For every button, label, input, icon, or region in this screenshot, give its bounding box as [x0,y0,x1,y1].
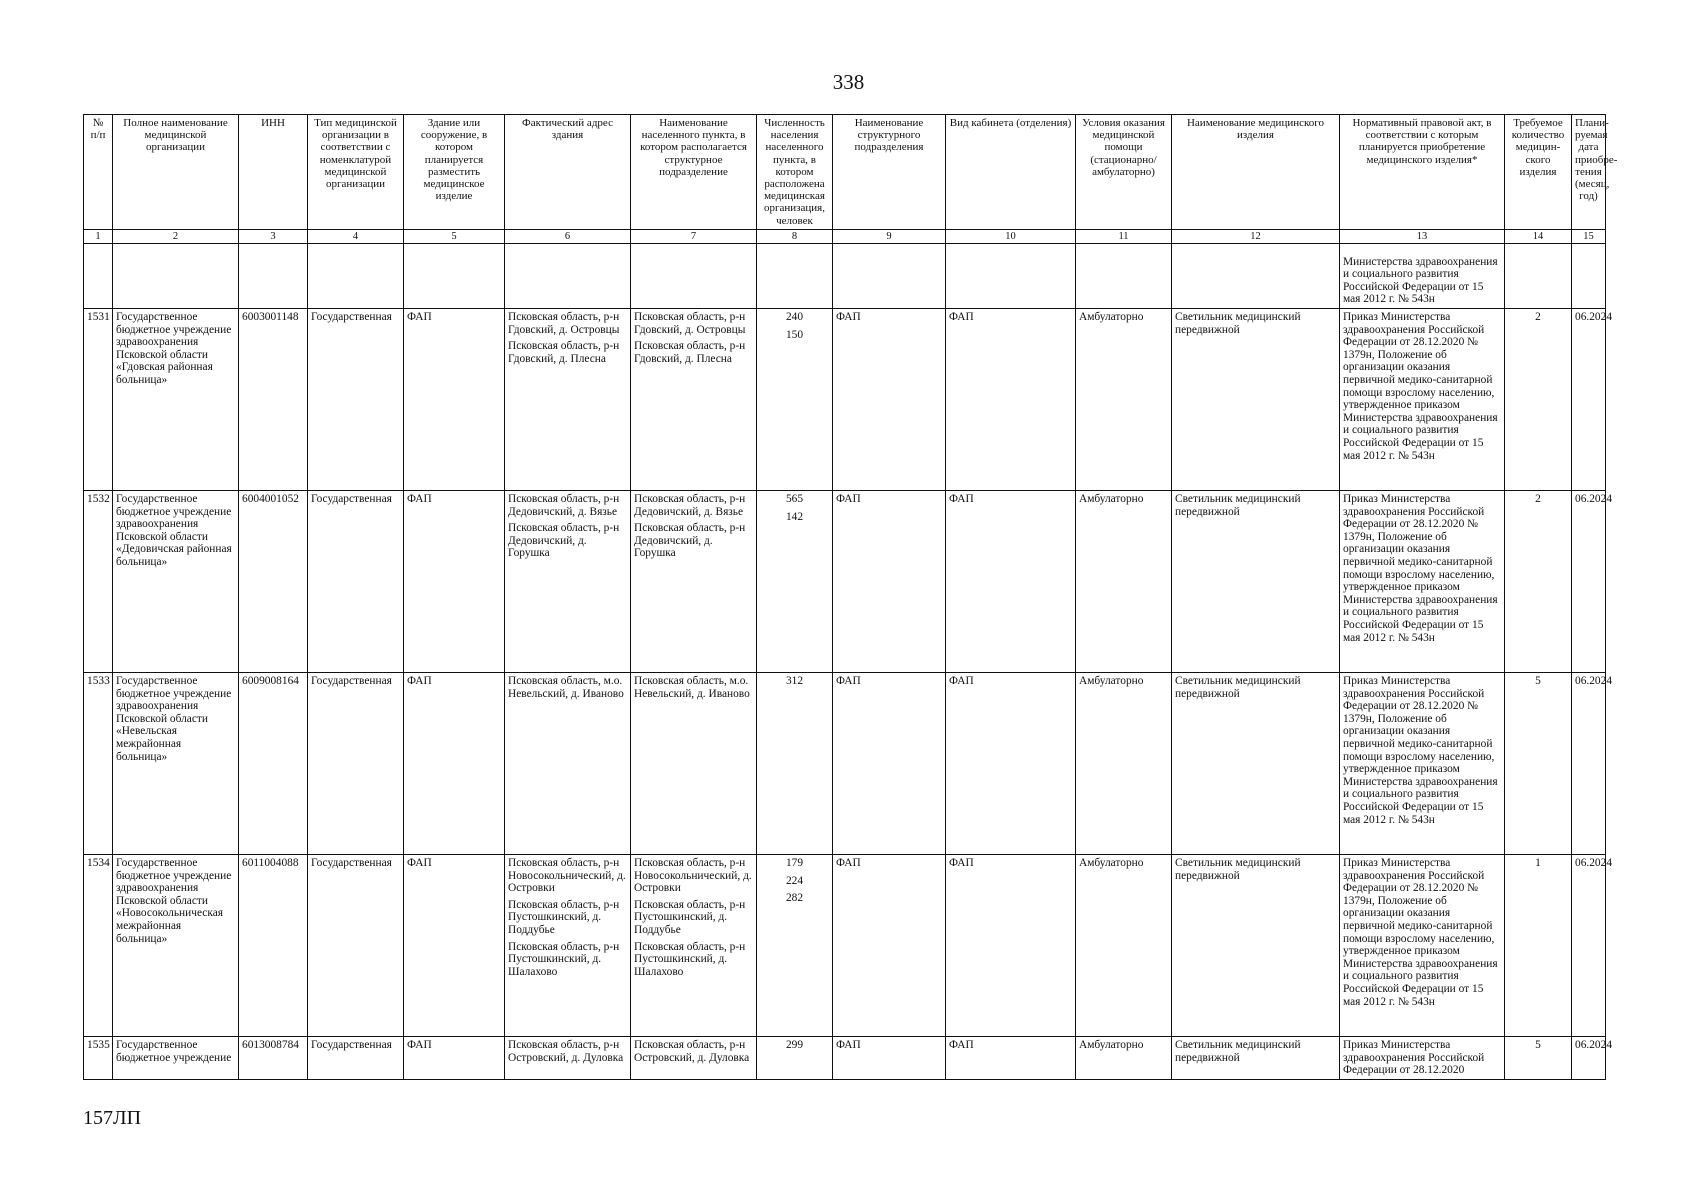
empty-cell [239,244,308,309]
organization-type: Государственная [308,1037,404,1080]
column-number: 4 [308,230,404,244]
legal-act: Приказ Министерства здравоохранения Российской Федерации от 28.12.2020 [1340,1037,1505,1080]
population: 150 [785,328,804,341]
population: 565 [785,493,804,505]
header-cell: Полное наименование медицинской организации [113,115,239,230]
quantity: 5 [1505,1037,1572,1080]
header-cell: Нормативный правовой акт, в соответствии с которым планируется приобретение медицинского изделия* [1340,115,1505,230]
settlement: Псковская область, р-н Дедовичский, д. Горушка [634,522,746,560]
care-conditions: Амбулаторно [1076,855,1172,1037]
population: 179 [785,857,804,869]
building: ФАП [404,1037,505,1080]
header-cell: Здание или сооружение, в котором планируется разместить медицинское изделие [404,115,505,230]
organization-name: Государственное бюджетное учреждение здравоохранения Псковской области «Дедовичская районная больница» [113,491,239,673]
population-cell [757,309,833,491]
table-row [84,491,1606,673]
settlement-cell [631,673,757,855]
header-cell: ИНН [239,115,308,230]
population: 299 [785,1039,804,1051]
row-number: 1533 [84,673,113,855]
settlement: Псковская область, р-н Пустошкинский, д. Шалахово [634,940,746,978]
inn: 6003001148 [239,309,308,491]
settlement-cell [631,855,757,1037]
column-number: 9 [833,230,946,244]
cabinet-type: ФАП [946,673,1076,855]
structural-unit: ФАП [833,673,946,855]
empty-cell [113,244,239,309]
planned-date: 06.2024 [1572,1037,1606,1080]
header-cell: Требуемое количество медицин-ского изделия [1505,115,1572,230]
organization-type: Государственная [308,855,404,1037]
cabinet-type: ФАП [946,855,1076,1037]
empty-cell [946,244,1076,309]
page-number: 338 [832,70,865,94]
column-number: 12 [1172,230,1340,244]
row-number: 1531 [84,309,113,491]
header-cell: Наименование населенного пункта, в котором располагается структурное подразделение [631,115,757,230]
address: Псковская область, р-н Дедовичский, д. Вязье [508,493,620,518]
column-number: 5 [404,230,505,244]
column-number: 13 [1340,230,1505,244]
address: Псковская область, р-н Пустошкинский, д. Поддубье [508,898,620,936]
settlement: Псковская область, р-н Гдовский, д. Плесна [634,340,746,365]
address-cell [505,491,631,673]
address-cell [505,855,631,1037]
inn: 6011004088 [239,855,308,1037]
header-cell: № п/п [84,115,113,230]
population-cell [757,673,833,855]
column-number: 8 [757,230,833,244]
structural-unit: ФАП [833,491,946,673]
settlement-cell [631,491,757,673]
structural-unit: ФАП [833,309,946,491]
inn: 6009008164 [239,673,308,855]
care-conditions: Амбулаторно [1076,491,1172,673]
row-number: 1535 [84,1037,113,1080]
column-number: 11 [1076,230,1172,244]
table-row [84,309,1606,491]
document-code: 157ЛП [83,1107,142,1129]
empty-cell [1076,244,1172,309]
population-cell [757,491,833,673]
header-cell: Условия оказания медицинской помощи (стационарно/ амбулаторно) [1076,115,1172,230]
address-cell [505,673,631,855]
settlement: Псковская область, р-н Дедовичский, д. Вязье [634,493,746,518]
empty-cell [757,244,833,309]
care-conditions: Амбулаторно [1076,1037,1172,1080]
column-number: 3 [239,230,308,244]
empty-cell [631,244,757,309]
inn: 6004001052 [239,491,308,673]
organization-type: Государственная [308,491,404,673]
header-cell: Наименование медицинского изделия [1172,115,1340,230]
settlement: Псковская область, м.о. Невельский, д. Иваново [634,675,750,700]
legal-act: Приказ Министерства здравоохранения Российской Федерации от 28.12.2020 № 1379н, Положение об организации оказания первичной медико-санитарной помощи взрослому населению, утвержденное приказом Министерства здравоохранения и социального развития Российской Федерации от 15 мая 2012 г. № 543н [1340,491,1505,673]
device-name: Светильник медицинский передвижной [1172,491,1340,673]
organization-name: Государственное бюджетное учреждение здравоохранения Псковской области «Невельская межрайонная больница» [113,673,239,855]
empty-cell [84,244,113,309]
organization-type: Государственная [308,673,404,855]
planned-date: 06.2024 [1572,491,1606,673]
device-name: Светильник медицинский передвижной [1172,855,1340,1037]
empty-cell [404,244,505,309]
settlement-cell [631,1037,757,1080]
column-number: 10 [946,230,1076,244]
building: ФАП [404,491,505,673]
structural-unit: ФАП [833,855,946,1037]
empty-cell [308,244,404,309]
device-name: Светильник медицинский передвижной [1172,309,1340,491]
empty-cell [833,244,946,309]
settlement-cell [631,309,757,491]
row-number: 1532 [84,491,113,673]
address: Псковская область, р-н Гдовский, д. Плесна [508,340,620,365]
header-cell: Численность населения населенного пункта, в котором расположена медицинская организация, человек [757,115,833,230]
building: ФАП [404,673,505,855]
address: Псковская область, р-н Дедовичский, д. Горушка [508,522,620,560]
header-cell: Наименование структурного подразделения [833,115,946,230]
settlement: Псковская область, р-н Гдовский, д. Островцы [634,311,746,336]
quantity: 5 [1505,673,1572,855]
empty-cell [1172,244,1340,309]
table-row-continuation [84,244,1606,309]
population: 312 [785,675,804,687]
table-row [84,1037,1606,1080]
care-conditions: Амбулаторно [1076,309,1172,491]
column-number: 1 [84,230,113,244]
empty-cell [1572,244,1606,309]
structural-unit: ФАП [833,1037,946,1080]
settlement: Псковская область, р-н Пустошкинский, д. Поддубье [634,898,746,936]
column-number: 7 [631,230,757,244]
table-row [84,855,1606,1037]
organization-type: Государственная [308,309,404,491]
address: Псковская область, м.о. Невельский, д. Иваново [508,675,624,700]
quantity: 2 [1505,491,1572,673]
legal-act: Приказ Министерства здравоохранения Российской Федерации от 28.12.2020 № 1379н, Положение об организации оказания первичной медико-санитарной помощи взрослому населению, утвержденное приказом Министерства здравоохранения и социального развития Российской Федерации от 15 мая 2012 г. № 543н [1340,855,1505,1037]
column-number: 15 [1572,230,1606,244]
inn: 6013008784 [239,1037,308,1080]
address: Псковская область, р-н Гдовский, д. Островцы [508,311,620,336]
column-number: 2 [113,230,239,244]
address-cell [505,309,631,491]
population: 282 [785,892,804,905]
header-cell: Вид кабинета (отделения) [946,115,1076,230]
table-row [84,673,1606,855]
building: ФАП [404,309,505,491]
column-number: 14 [1505,230,1572,244]
population-cell [757,1037,833,1080]
legal-act: Приказ Министерства здравоохранения Российской Федерации от 28.12.2020 № 1379н, Положение об организации оказания первичной медико-санитарной помощи взрослому населению, утвержденное приказом Министерства здравоохранения и социального развития Российской Федерации от 15 мая 2012 г. № 543н [1340,309,1505,491]
header-cell: Тип медицинской организации в соответствии с номенклатурой медицинской организации [308,115,404,230]
building: ФАП [404,855,505,1037]
header-cell: Плани-руемая дата приобре-тения (месяц, год) [1572,115,1606,230]
cabinet-type: ФАП [946,491,1076,673]
address: Псковская область, р-н Островский, д. Дуловка [508,1039,624,1064]
quantity: 2 [1505,309,1572,491]
organization-name: Государственное бюджетное учреждение здравоохранения Псковской области «Гдовская районная больница» [113,309,239,491]
quantity: 1 [1505,855,1572,1037]
population-cell [757,855,833,1037]
organization-name: Государственное бюджетное учреждение [113,1037,239,1080]
population: 240 [785,311,804,323]
address-cell [505,1037,631,1080]
header-cell: Фактический адрес здания [505,115,631,230]
legal-act: Приказ Министерства здравоохранения Российской Федерации от 28.12.2020 № 1379н, Положение об организации оказания первичной медико-санитарной помощи взрослому населению, утвержденное приказом Министерства здравоохранения и социального развития Российской Федерации от 15 мая 2012 г. № 543н [1340,673,1505,855]
legal-act-cell: Министерства здравоохранения и социального развития Российской Федерации от 15 мая 2012 г. № 543н [1340,244,1505,309]
cabinet-type: ФАП [946,1037,1076,1080]
settlement: Псковская область, р-н Новосокольнический, д. Островки [634,857,752,895]
address: Псковская область, р-н Новосокольнический, д. Островки [508,857,626,895]
settlement: Псковская область, р-н Островский, д. Дуловка [634,1039,750,1064]
column-number-row [84,230,1606,244]
equipment-table [83,114,1618,1080]
device-name: Светильник медицинский передвижной [1172,1037,1340,1080]
empty-cell [505,244,631,309]
header-row [84,115,1606,230]
device-name: Светильник медицинский передвижной [1172,673,1340,855]
care-conditions: Амбулаторно [1076,673,1172,855]
population: 142 [785,510,804,523]
planned-date: 06.2024 [1572,855,1606,1037]
population: 224 [785,874,804,887]
address: Псковская область, р-н Пустошкинский, д. Шалахово [508,940,620,978]
planned-date: 06.2024 [1572,309,1606,491]
row-number: 1534 [84,855,113,1037]
organization-name: Государственное бюджетное учреждение здравоохранения Псковской области «Новосокольническая межрайонная больница» [113,855,239,1037]
empty-cell [1505,244,1572,309]
planned-date: 06.2024 [1572,673,1606,855]
cabinet-type: ФАП [946,309,1076,491]
column-number: 6 [505,230,631,244]
